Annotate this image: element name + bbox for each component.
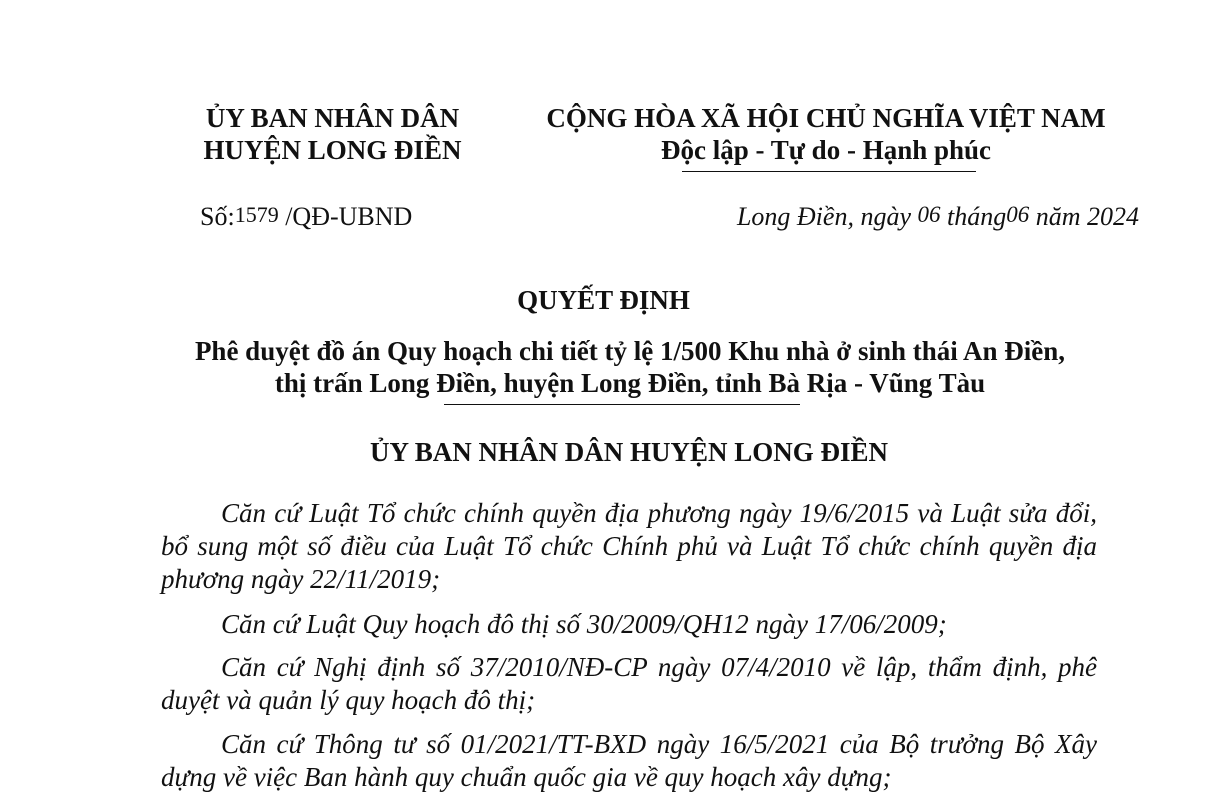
national-name: CỘNG HÒA XÃ HỘI CHỦ NGHĨA VIỆT NAM: [546, 103, 1106, 133]
decision-title: QUYẾT ĐỊNH: [517, 285, 690, 315]
date-place-prefix: Long Điền, ngày: [736, 202, 918, 231]
issuing-authority-line1: ỦY BAN NHÂN DÂN: [205, 103, 460, 133]
decision-subtitle: [0, 335, 1207, 399]
legal-basis-paragraph-3: Căn cứ Nghị định số 37/2010/NĐ-CP ngày 07/4/2010 về lập, thẩm định, phê duyệt và quản lý quy hoạch đô thị;: [161, 652, 1097, 715]
date-month: 06: [1006, 202, 1030, 227]
date-month-prefix: tháng: [940, 202, 1007, 231]
date-year: năm 2024: [1029, 202, 1139, 231]
decision-subtitle-line2: thị trấn Long Điền, huyện Long Điền, tỉnh Bà Rịa - Vũng Tàu: [274, 368, 986, 398]
national-motto-header: [516, 102, 1136, 166]
document-number-value: 1579: [234, 202, 279, 227]
subtitle-underline: [444, 404, 800, 405]
issuing-authority-line2: HUYỆN LONG ĐIỀN: [203, 135, 462, 165]
document-number-suffix: /QĐ-UBND: [278, 202, 413, 231]
document-number-prefix: Số:: [200, 202, 235, 231]
issue-date: [737, 202, 1139, 232]
authority-heading: ỦY BAN NHÂN DÂN HUYỆN LONG ĐIỀN: [369, 437, 889, 467]
motto-underline: [682, 171, 976, 172]
national-motto: Độc lập - Tự do - Hạnh phúc: [660, 135, 992, 165]
legal-basis-paragraph-4: Căn cứ Thông tư số 01/2021/TT-BXD ngày 16/5/2021 của Bộ trưởng Bộ Xây dựng về việc Ban hành quy chuẩn quốc gia về quy hoạch xây dựng;: [161, 729, 1097, 792]
legal-basis-paragraph-2: Căn cứ Luật Quy hoạch đô thị số 30/2009/QH12 ngày 17/06/2009;: [221, 609, 947, 639]
document-number: [200, 202, 412, 232]
date-day: 06: [917, 202, 941, 227]
issuing-authority-header: [160, 102, 505, 166]
decision-subtitle-line1: Phê duyệt đồ án Quy hoạch chi tiết tỷ lệ 1/500 Khu nhà ở sinh thái An Điền,: [194, 336, 1066, 366]
legal-basis-paragraph-1: Căn cứ Luật Tổ chức chính quyền địa phương ngày 19/6/2015 và Luật sửa đổi, bổ sung một số điều của Luật Tổ chức Chính phủ và Luật Tổ chức chính quyền địa phương ngày 22/11/2019;: [161, 498, 1097, 594]
